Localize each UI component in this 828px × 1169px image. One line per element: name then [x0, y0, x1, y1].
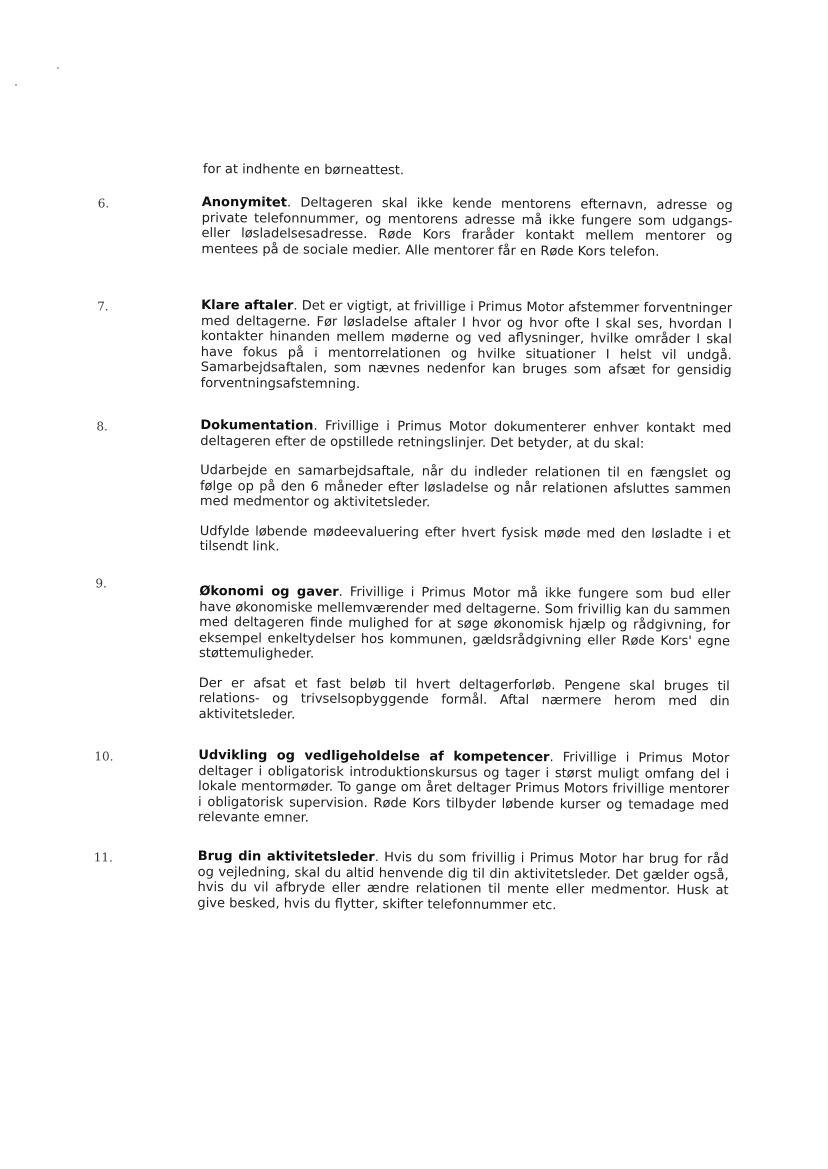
list-item-anonymity: [0, 194, 828, 260]
item-body: [201, 298, 733, 394]
list-item-documentation: [0, 417, 826, 555]
item-number: 7.: [97, 299, 109, 314]
item-heading: Brug din aktivitetsleder: [197, 848, 375, 866]
continued-text-line: for at indhente en børneattest.: [202, 162, 405, 179]
item-body: [200, 418, 732, 558]
list-item-competence-development: [0, 747, 824, 826]
item-paragraph: [201, 195, 732, 260]
item-number: 9.: [95, 576, 107, 591]
scan-speck: [57, 67, 59, 69]
item-text: . Frivillige i Primus Motor deltager i obligatorisk introduktionskursus og tager i størst muligt omfang del i lokale mentormøder. To gange om året deltager Primus Motors frivillige mentorer i obligatorisk supervision. Røde Kors tilbyder løbende kurser og temadage med relevante emner.: [197, 750, 730, 826]
item-body: [201, 195, 732, 260]
item-heading: Dokumentation: [200, 418, 314, 434]
item-paragraph: [200, 418, 731, 452]
document-content: [1, 0, 828, 913]
item-paragraph: Der er afsat et fast beløb til hvert deltagerforløb. Pengene skal bruges til relations- og trivselsopbyggende formål. Aftal nærmere herom med din aktivitetsleder.: [198, 675, 730, 723]
item-paragraph: [198, 748, 729, 829]
item-body: [197, 849, 728, 914]
list-item-activity-leader: [0, 848, 824, 913]
item-heading: Økonomi og gaver: [199, 584, 339, 600]
item-paragraph: [201, 298, 733, 394]
item-paragraph: Udfylde løbende mødeevaluering efter hvert fysisk møde med den løsladte i et tilsendt link.: [199, 523, 731, 555]
item-text: . Deltageren skal ikke kende mentorens efternavn, adresse og private telefonnummer, og mentorens adresse må ikke fungere som udgangs- eller løsladelsesadresse. Røde Kors fraråder kontakt mellem mentorer og mentees på de sociale medier. Alle mentorer får en Røde Kors telefon.: [201, 195, 733, 260]
item-number: 11.: [93, 850, 113, 865]
item-heading: Udvikling og vedligeholdelse af kompetencer: [198, 748, 550, 766]
item-body: [198, 748, 729, 829]
item-paragraph: [197, 849, 728, 914]
item-text: . Frivillige i Primus Motor dokumenterer enhver kontakt med deltageren efter de opstillede retningslinjer. Det betyder, at du skal:: [200, 418, 732, 452]
item-text: . Frivillige i Primus Motor må ikke fungere som bud eller have økonomiske mellemværender med deltagerne. Som frivillig kan du sammen med deltageren finde mulighed for at søge økonomisk hjælp og rådgivning, for eksempel enkeltydelser hos kommunen, gældsrådgivning eller Røde Kors' egne støttemuligheder.: [198, 584, 731, 662]
item-heading: Klare aftaler: [201, 298, 294, 314]
list-item-economy-gifts: [0, 576, 825, 723]
item-heading: Anonymitet: [201, 195, 288, 211]
item-paragraph: [199, 584, 730, 665]
list-item-clear-agreements: [0, 297, 827, 392]
item-number: 10.: [94, 749, 114, 764]
item-paragraph: Udarbejde en samarbejdsaftale, når du indleder relationen til en fængslet og følge op på den 6 måneder efter løsladelse og når relationen afsluttes sammen med medmentor og aktivitetsleder.: [199, 463, 732, 511]
item-number: 6.: [97, 196, 110, 211]
scan-speck: [15, 84, 17, 86]
item-body: [199, 584, 731, 725]
item-text: . Det er vigtigt, at frivillige i Primus Motor afstemmer forventninger med deltagerne. Før løsladelse aftaler I hvor og hvor ofte I skal ses, hvordan I kontakter hinanden mellem møderne og ved aflysninger, hvilke områder I skal have fokus på i mentorrelationen og hvilke situationer I helst vil undgå. Samarbejdsaftalen, som nævnes nedenfor kan bruges som afsæt for gensidig forventningsafstemning.: [200, 298, 733, 392]
item-number: 8.: [96, 419, 108, 434]
item-text: . Hvis du som frivillig i Primus Motor har brug for råd og vejledning, skal du altid henvende dig til din aktivitetsleder. Det gælder også, hvis du vil afbryde eller ændre relationen til mente eller medmentor. Husk at give besked, hvis du flytter, skifter telefonnummer etc.: [197, 850, 729, 913]
